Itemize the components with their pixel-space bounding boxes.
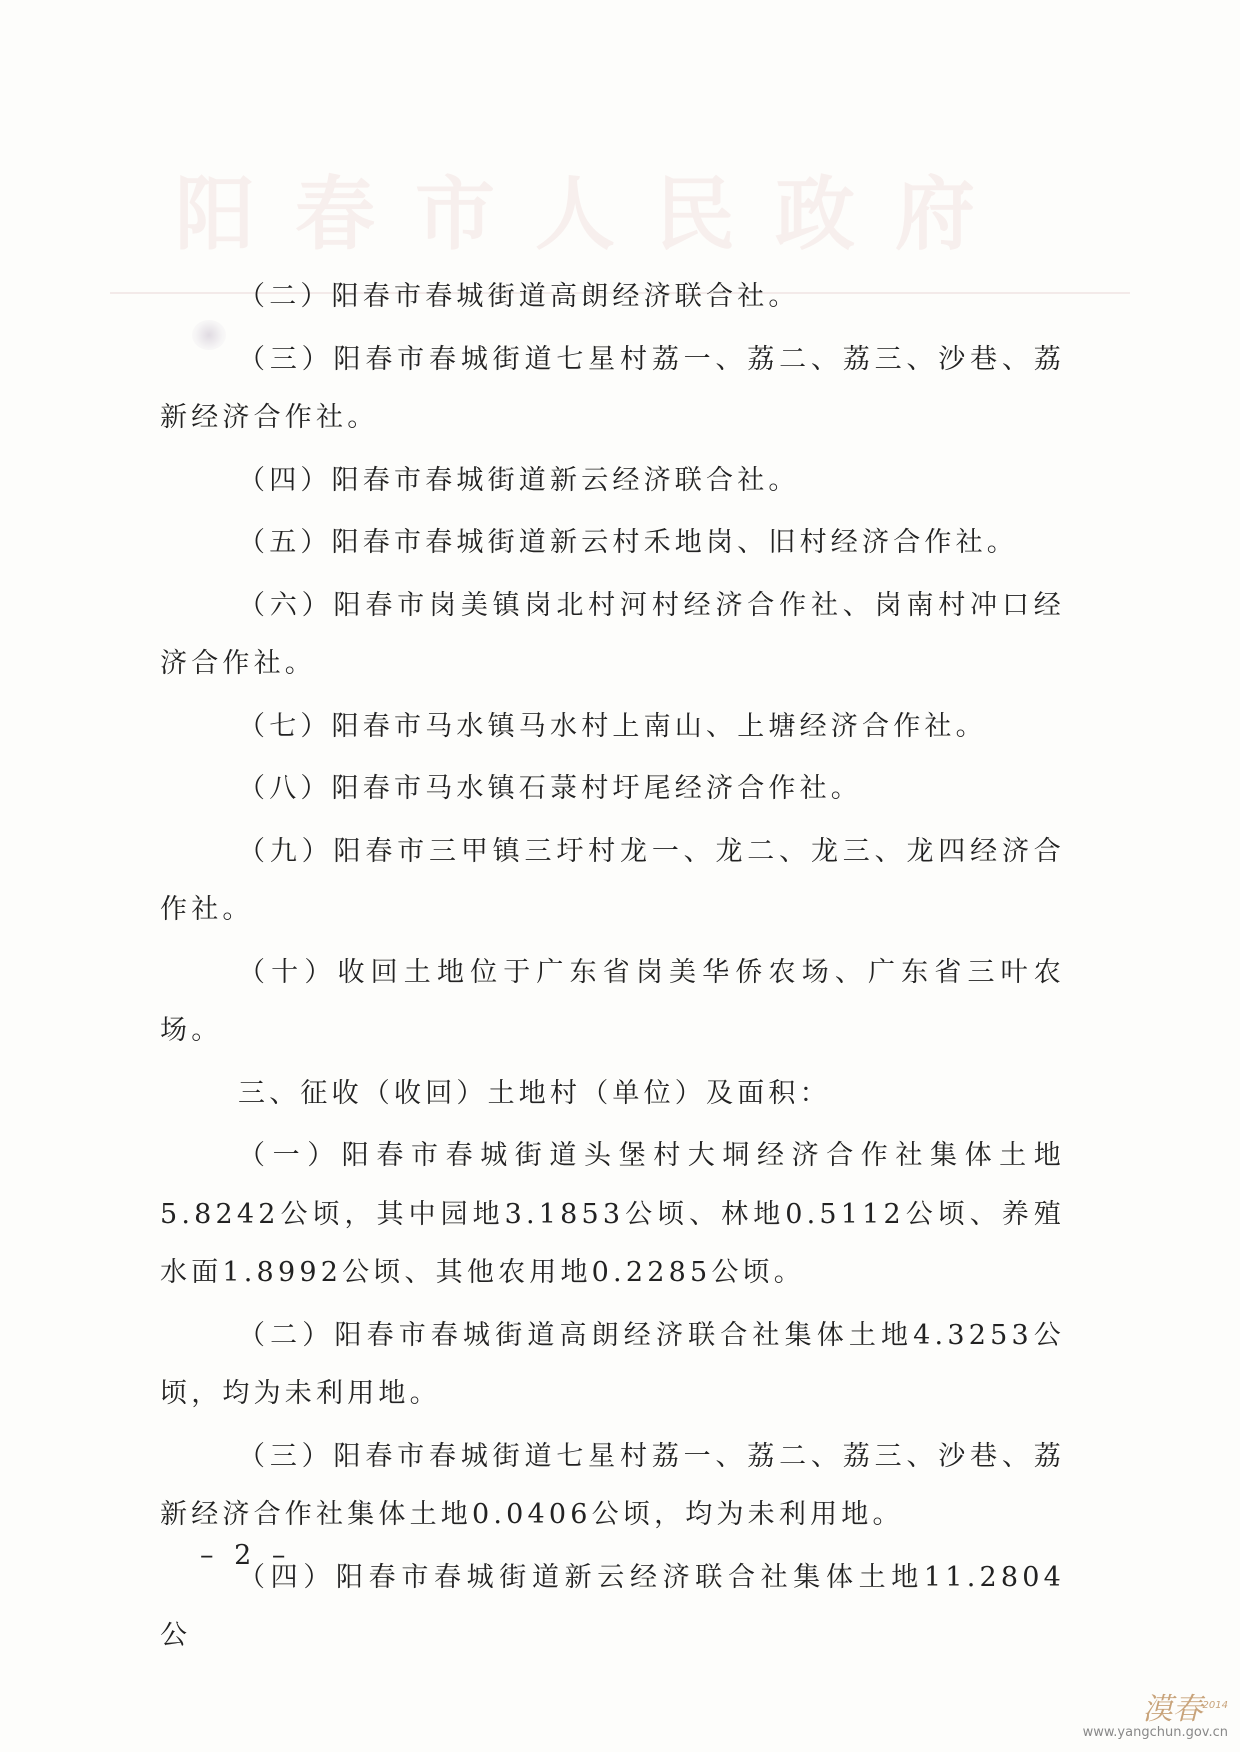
site-watermark xyxy=(1083,1691,1228,1740)
paragraph: （七）阳春市马水镇马水村上南山、上塘经济合作社。 xyxy=(238,710,987,742)
paragraph: （三）阳春市春城街道七星村荔一、荔二、荔三、沙巷、荔新经济合作社集体土地0.0406公顷，均为未利用地。 xyxy=(160,1440,1065,1530)
paragraph: （六）阳春市岗美镇岗北村河村经济合作社、岗南村冲口经济合作社。 xyxy=(160,589,1065,679)
paragraph: （五）阳春市春城街道新云村禾地岗、旧村经济合作社。 xyxy=(238,527,1018,558)
paragraph: （九）阳春市三甲镇三圩村龙一、龙二、龙三、龙四经济合作社。 xyxy=(160,835,1065,925)
watermark-year: 2014 xyxy=(1202,1700,1228,1711)
paragraph: （一）阳春市春城街道头堡村大垌经济合作社集体土地5.8242公顷，其中园地3.1853公顷、林地0.5112公顷、养殖水面1.8992公顷、其他农用地0.2285公顷。 xyxy=(160,1140,1065,1288)
page-number: – 2 – xyxy=(200,1540,292,1571)
watermark-logo-text: 漠春 xyxy=(1142,1692,1203,1727)
paragraph: （十）收回土地位于广东省岗美华侨农场、广东省三叶农场。 xyxy=(160,956,1065,1046)
watermark-logo xyxy=(1083,1691,1228,1725)
paragraph: （二）阳春市春城街道高朗经济联合社集体土地4.3253公顷，均为未利用地。 xyxy=(160,1319,1065,1409)
section-heading: 三、征收（收回）土地村（单位）及面积： xyxy=(238,1077,831,1109)
letterhead-bleed-through: 阳春市人民政府 xyxy=(175,168,1015,261)
paragraph: （四）阳春市春城街道新云经济联合社。 xyxy=(238,464,800,496)
watermark-url: www.yangchun.gov.cn xyxy=(1082,1725,1228,1740)
document-body xyxy=(160,268,1065,1670)
paragraph: （二）阳春市春城街道高朗经济联合社。 xyxy=(238,281,800,312)
paragraph: （四）阳春市春城街道新云经济联合社集体土地11.2804公 xyxy=(160,1561,1065,1651)
paragraph: （三）阳春市春城街道七星村荔一、荔二、荔三、沙巷、荔新经济合作社。 xyxy=(160,343,1065,433)
paragraph: （八）阳春市马水镇石菉村圩尾经济合作社。 xyxy=(238,773,862,804)
